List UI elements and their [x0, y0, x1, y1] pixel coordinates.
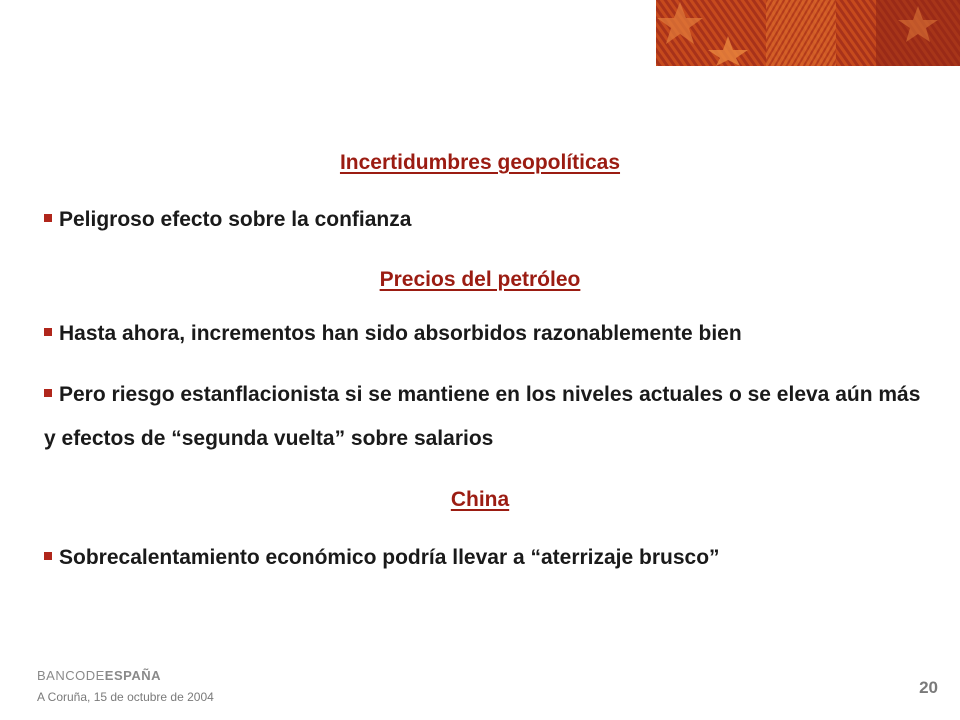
- bullet-stagflation-risk: Pero riesgo estanflacionista si se mantiene en los niveles actuales o se eleva aún más y efectos de “segunda vuelta” sobre salarios: [44, 383, 921, 450]
- heading-oil-prices: Precios del petróleo: [379, 268, 581, 291]
- banco-de-espana-logo: BANCODEESPAÑA: [37, 668, 162, 683]
- bullet-confidence: Peligroso efecto sobre la confianza: [44, 198, 934, 242]
- bullet-oil-absorbed: Hasta ahora, incrementos han sido absorbidos razonablemente bien: [44, 312, 934, 356]
- heading-china: China: [450, 488, 510, 511]
- bullet-square-icon: [44, 328, 52, 336]
- bullet-square-icon: [44, 552, 52, 560]
- heading-geopolitical: Incertidumbres geopolíticas: [339, 151, 621, 174]
- bullet-square-icon: [44, 214, 52, 222]
- footer-date: A Coruña, 15 de octubre de 2004: [37, 690, 214, 704]
- bullet-square-icon: [44, 389, 52, 397]
- bullet-china-overheating: Sobrecalentamiento económico podría llevar a “aterrizaje brusco”: [44, 536, 934, 580]
- page-number: 20: [919, 678, 938, 697]
